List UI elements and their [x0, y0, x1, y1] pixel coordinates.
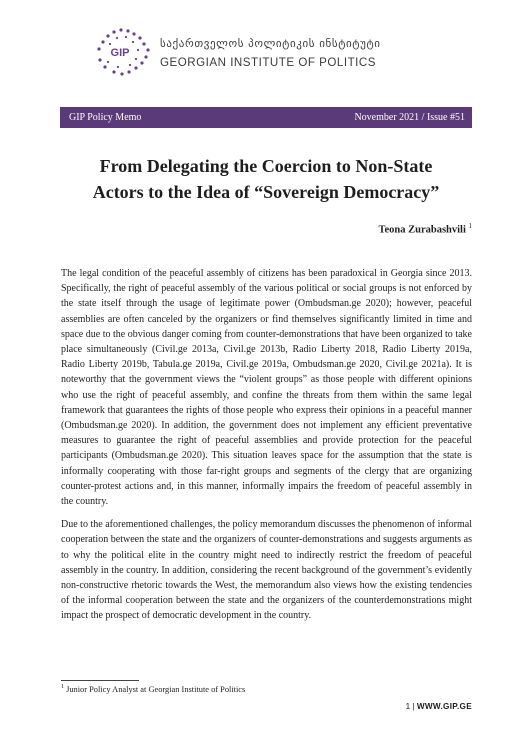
logo-text: GIP: [110, 47, 130, 59]
memo-title-line-1: From Delegating the Coercion to Non-State: [99, 156, 433, 176]
page-footer: [406, 702, 472, 711]
body-paragraph-2: Due to the aforementioned challenges, the policy memorandum discusses the phenomenon of informal cooperation between the state and the organizers of counter-demonstrations and suggests arguments as to why the political elite in the country might need to indirectly restrict the freedom of peaceful assembly in the country. In addition, considering the recent background of the government’s evidently non-constructive rhetoric towards the West, the memorandum also views how the existing tendencies of the informal cooperation between the state and the organizers of the counterdemonstrations might impact the prospect of democratic development in the country.: [61, 519, 472, 622]
page-number: 1: [405, 702, 411, 711]
memo-body: [61, 266, 472, 632]
footnote-text: Junior Policy Analyst at Georgian Institute of Politics: [66, 684, 246, 694]
footnote-divider: [61, 680, 139, 681]
memo-series: GIP Policy Memo: [69, 112, 142, 123]
org-name-georgian: საქართველოს პოლიტიკის ინსტიტუტი: [160, 37, 381, 50]
org-name-english: GEORGIAN INSTITUTE OF POLITICS: [160, 56, 376, 69]
footer-separator: |: [412, 702, 415, 711]
footnote: [61, 684, 245, 694]
author-name: Teona Zurabashvili: [378, 224, 466, 236]
gip-logo: [86, 26, 154, 78]
website-link[interactable]: WWW.GIP.GE: [416, 702, 472, 711]
author-footnote-mark[interactable]: 1: [468, 222, 472, 230]
memo-issue: November 2021 / Issue #51: [354, 112, 465, 123]
memo-title: [60, 153, 472, 205]
memo-title-line-2: Actors to the Idea of “Sovereign Democracy”: [92, 182, 440, 202]
memo-info-bar: [60, 107, 472, 128]
footnote-mark: 1: [61, 684, 64, 690]
body-paragraph-1: The legal condition of the peaceful assembly of citizens has been paradoxical in Georgia since 2013. Specifically, the right of peaceful assembly of the various political or social groups is not enforced by the state itself through the usage of legitimate power (Ombudsman.ge 2020); however, peaceful assemblies are often canceled by the organizers or find themselves significantly limited in time and space due to the obvious danger coming from counter-demonstrations that have been organized to take place simultaneously (Civil.ge 2013a, Civil.ge 2013b, Radio Liberty 2018, Radio Liberty 2019a, Radio Liberty 2019b, Tabula.ge 2019a, Civil.ge 2019a, Ombudsman.ge 2020, Civil.ge 2021a). It is noteworthy that the government views the “violent groups” as those people with different opinions who use the right of peaceful assembly, and confine the threats from them within the same legal framework that guarantees the rights of those people who express their opinions in a peaceful manner (Ombudsman.ge 2020). In addition, the government does not implement any efficient preventative measures to guarantee the right of peaceful assemblies and provide protection for the peaceful participants (Ombudsman.ge 2020). This situation leaves space for the assumption that the state is informally cooperating with those far-right groups and segments of the clergy that are organizing counter-protest actions and, in this manner, informally impairs the freedom of peaceful assembly in the country.: [61, 268, 472, 508]
author-byline: [378, 222, 472, 236]
